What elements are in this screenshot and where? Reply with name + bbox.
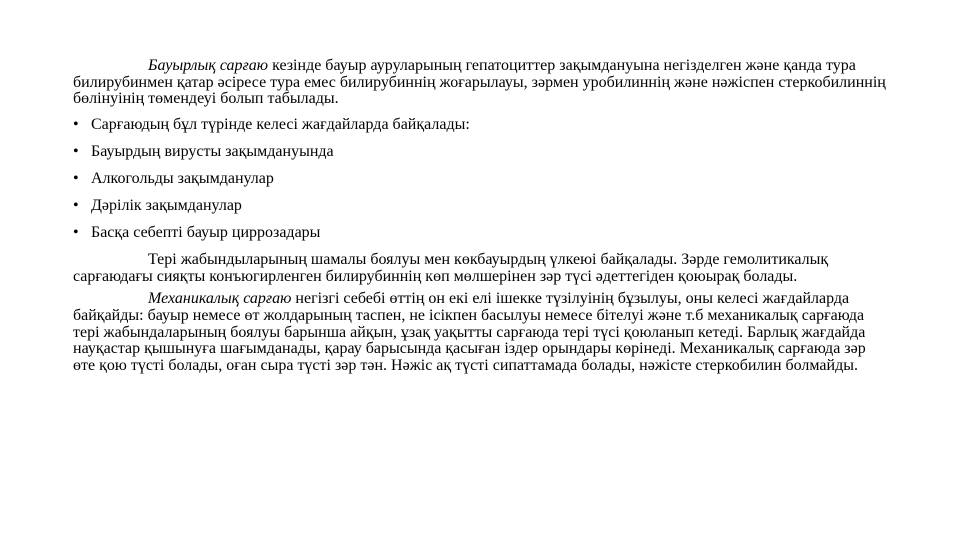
term-hepatic-jaundice: Бауырлық сарғаю	[148, 57, 269, 74]
paragraph-hepatic-jaundice	[73, 58, 888, 108]
list-item	[73, 171, 888, 188]
list-item-text: Бауырдың вирусты зақымдануында	[91, 142, 334, 160]
list-item	[73, 225, 888, 242]
list-item-text: Басқа себепті бауыр циррозадары	[91, 224, 321, 242]
list-item-text: Сарғаюдың бұл түрінде келесі жағдайларда байқалады:	[91, 115, 470, 133]
paragraph-mechanical-text: негізгі себебі өттің он екі елі ішекке түзілуінің бұзылуы, оны келесі жағдайларда байқайды: бауыр немесе өт жолдарының таспен, не ісікпен басылуы немесе бітелуі және т.б механикалық сарғаюда тері жабындаларының боялуы барынша айқын, ұзақ уақытты сарғаюда тері түсі қоюланып кетеді. Барлық жағдайда науқастар қышынуға шағымданады, қарау барысында қасыған іздер орындары көрінеді. Механикалық сарғаюда зәр өте қою түсті болады, оған сыра түсті зәр тән. Нәжіс ақ түсті сипаттамада болады, нәжісте стеркобилин болмайды.	[73, 290, 866, 374]
list-item-text: Дәрілік зақымданулар	[91, 197, 242, 215]
paragraph-mechanical-jaundice	[73, 291, 888, 374]
bullet-icon: •	[73, 224, 79, 242]
bullet-icon: •	[73, 142, 79, 160]
term-mechanical-jaundice: Механикалық сарғаю	[148, 290, 292, 308]
list-item	[73, 117, 888, 134]
paragraph-hepatic-text: кезінде бауыр ауруларының гепатоциттер зақымдануына негізделген және қанда тура билирубинмен қатар әсіресе тура емес билирубиннің жоғарылауы, зәрмен уробилиннің және нәжіспен стеркобилиннің бөлінуінің төмендеуі болып табылады.	[73, 57, 886, 108]
bullet-list	[73, 117, 888, 242]
list-item-text: Алкогольды зақымданулар	[91, 169, 274, 187]
paragraph-skin-findings: Тері жабындыларының шамалы боялуы мен көкбауырдың үлкеюі байқалады. Зәрде гемолитикалық сарғаюдағы сияқты конъюгирленген билирубиннің көп мөлшерінен зәр түсі әдеттегіден қоюырақ болады.	[73, 251, 829, 285]
bullet-icon: •	[73, 115, 79, 133]
list-item	[73, 198, 888, 215]
bullet-icon: •	[73, 169, 79, 187]
bullet-icon: •	[73, 197, 79, 215]
list-item	[73, 144, 888, 161]
